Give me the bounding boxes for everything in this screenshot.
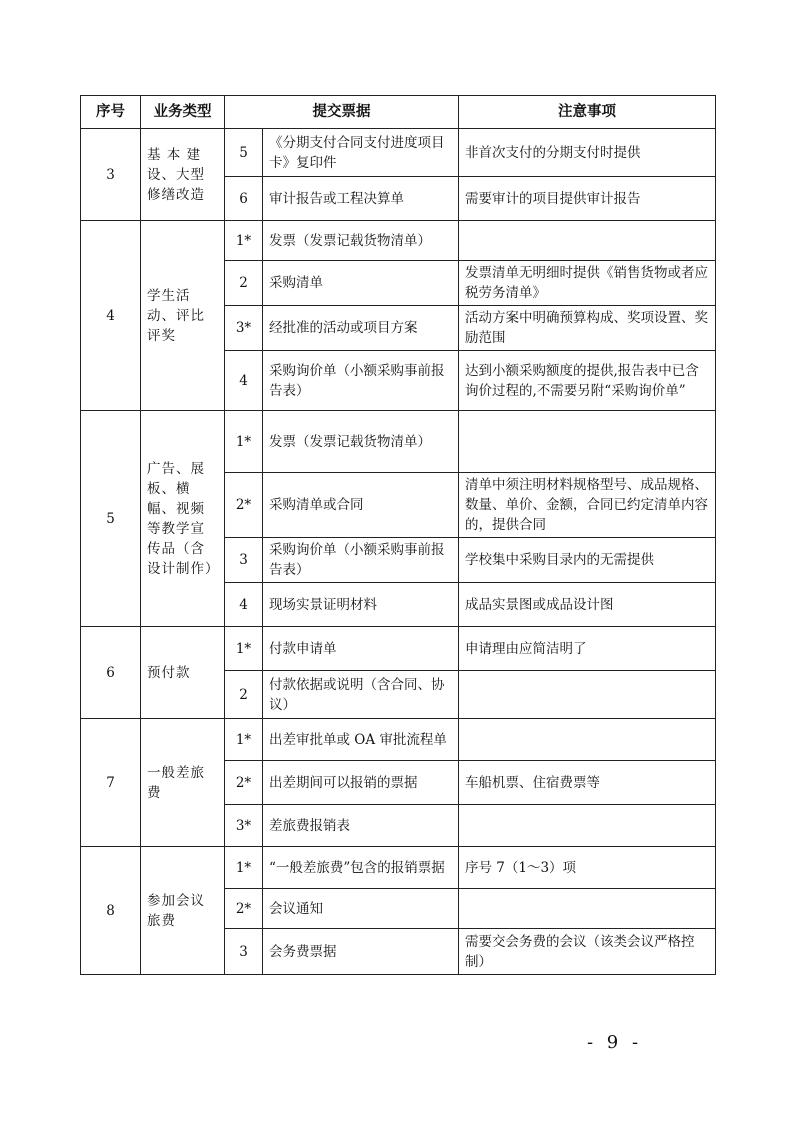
- cell-item-number: 4: [225, 583, 263, 627]
- cell-document: 《分期支付合同支付进度项目卡》复印件: [263, 129, 459, 177]
- cell-document: 付款申请单: [263, 627, 459, 671]
- cell-item-number: 1*: [225, 411, 263, 473]
- cell-note: 需要交会务费的会议（该类会议严格控制）: [459, 929, 716, 975]
- cell-document: 经批准的活动或项目方案: [263, 306, 459, 351]
- cell-note: [459, 889, 716, 929]
- cell-note: 申请理由应简洁明了: [459, 627, 716, 671]
- cell-item-number: 2*: [225, 473, 263, 538]
- cell-note: 序号 7（1～3）项: [459, 847, 716, 889]
- table-row: [81, 627, 716, 671]
- table-header-row: [81, 96, 716, 129]
- cell-item-number: 2*: [225, 761, 263, 805]
- table-row: [81, 847, 716, 889]
- page-number: - 9 -: [587, 1032, 643, 1053]
- cell-seq: 5: [81, 411, 141, 627]
- cell-document: 采购清单: [263, 261, 459, 306]
- cell-document: 会议通知: [263, 889, 459, 929]
- cell-seq: 4: [81, 221, 141, 411]
- cell-note: 发票清单无明细时提供《销售货物或者应税劳务清单》: [459, 261, 716, 306]
- cell-note: [459, 671, 716, 719]
- cell-note: 车船机票、住宿费票等: [459, 761, 716, 805]
- cell-business-type: 学生活动、评比评奖: [141, 221, 225, 411]
- cell-seq: 6: [81, 627, 141, 719]
- cell-business-type: 基 本 建 设、大型修缮改造: [141, 129, 225, 221]
- cell-seq: 8: [81, 847, 141, 975]
- cell-item-number: 1*: [225, 847, 263, 889]
- cell-document: “一般差旅费”包含的报销票据: [263, 847, 459, 889]
- cell-document: 会务费票据: [263, 929, 459, 975]
- cell-item-number: 6: [225, 177, 263, 221]
- cell-item-number: 3: [225, 929, 263, 975]
- cell-note: [459, 719, 716, 761]
- cell-document: 审计报告或工程决算单: [263, 177, 459, 221]
- cell-item-number: 1*: [225, 627, 263, 671]
- cell-document: 发票（发票记载货物清单）: [263, 221, 459, 261]
- cell-note: 达到小额采购额度的提供,报告表中已含询价过程的,不需要另附“采购询价单”: [459, 351, 716, 411]
- cell-business-type: 预付款: [141, 627, 225, 719]
- cell-note: 学校集中采购目录内的无需提供: [459, 538, 716, 583]
- cell-note: 清单中须注明材料规格型号、成品规格、数量、单价、金额，合同已约定清单内容的，提供合同: [459, 473, 716, 538]
- cell-note: 成品实景图或成品设计图: [459, 583, 716, 627]
- cell-seq: 3: [81, 129, 141, 221]
- cell-document: 现场实景证明材料: [263, 583, 459, 627]
- cell-note: 非首次支付的分期支付时提供: [459, 129, 716, 177]
- cell-document: 发票（发票记载货物清单）: [263, 411, 459, 473]
- cell-item-number: 2*: [225, 889, 263, 929]
- cell-item-number: 4: [225, 351, 263, 411]
- cell-document: 采购询价单（小额采购事前报告表）: [263, 538, 459, 583]
- cell-document: 差旅费报销表: [263, 805, 459, 847]
- table-row: [81, 719, 716, 761]
- cell-item-number: 1*: [225, 221, 263, 261]
- header-seq: 序号: [81, 96, 141, 129]
- header-type: 业务类型: [141, 96, 225, 129]
- cell-note: [459, 221, 716, 261]
- table-row: [81, 129, 716, 177]
- cell-document: 采购清单或合同: [263, 473, 459, 538]
- reimbursement-table: [80, 95, 716, 975]
- cell-note: [459, 805, 716, 847]
- cell-note: [459, 411, 716, 473]
- cell-document: 出差期间可以报销的票据: [263, 761, 459, 805]
- cell-note: 需要审计的项目提供审计报告: [459, 177, 716, 221]
- cell-document: 采购询价单（小额采购事前报告表）: [263, 351, 459, 411]
- cell-item-number: 3*: [225, 805, 263, 847]
- cell-document: 付款依据或说明（含合同、协议）: [263, 671, 459, 719]
- cell-business-type: 参加会议旅费: [141, 847, 225, 975]
- header-notes: 注意事项: [459, 96, 716, 129]
- cell-note: 活动方案中明确预算构成、奖项设置、奖励范围: [459, 306, 716, 351]
- cell-item-number: 2: [225, 671, 263, 719]
- cell-business-type: 一般差旅费: [141, 719, 225, 847]
- table-row: [81, 221, 716, 261]
- cell-item-number: 3*: [225, 306, 263, 351]
- header-docs: 提交票据: [225, 96, 459, 129]
- cell-document: 出差审批单或 OA 审批流程单: [263, 719, 459, 761]
- cell-item-number: 1*: [225, 719, 263, 761]
- cell-item-number: 3: [225, 538, 263, 583]
- cell-item-number: 5: [225, 129, 263, 177]
- table-row: [81, 411, 716, 473]
- cell-business-type: 广告、展板、横幅、视频等教学宣传品（含设计制作）: [141, 411, 225, 627]
- cell-seq: 7: [81, 719, 141, 847]
- cell-item-number: 2: [225, 261, 263, 306]
